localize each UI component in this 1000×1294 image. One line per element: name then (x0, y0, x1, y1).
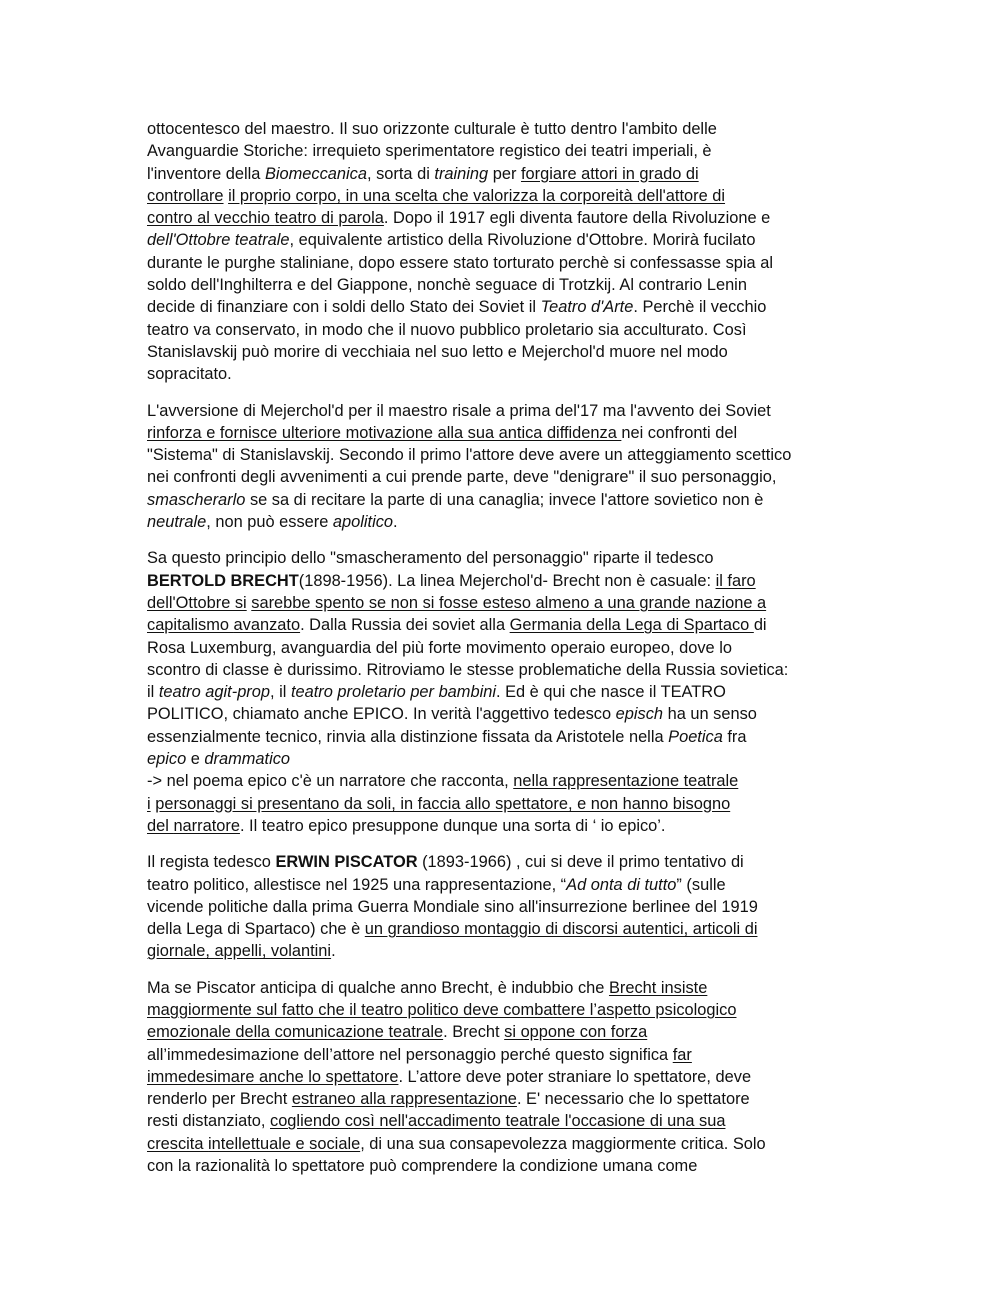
text-run: essenzialmente tecnico, rinvia alla distinzione fissata da Aristotele nella (147, 727, 669, 746)
paragraph-avversione (147, 400, 867, 534)
text-line (147, 1088, 867, 1110)
underlined-text: capitalismo (147, 616, 234, 635)
text-line (147, 274, 867, 296)
text-line (147, 637, 867, 659)
text-line (147, 851, 867, 873)
text-run: nei confronti degli avvenimenti a cui prende parte, deve "denigrare" il suo personaggio, (147, 468, 777, 487)
text-line (147, 163, 867, 185)
paragraph-meyerhold (147, 118, 867, 386)
underlined-text: Germania della Lega di Spartaco (509, 616, 754, 635)
text-run: il (147, 683, 159, 702)
text-line (147, 1155, 867, 1177)
text-line (147, 118, 867, 140)
italic-term: episch (615, 705, 664, 724)
text-line (147, 489, 867, 511)
text-run: L'avversione di Mejerchol'd per il maestro risale a prima del'17 ma l'avvento dei Soviet (147, 401, 771, 420)
underlined-text: forgiare attori in grado di (520, 164, 699, 183)
underlined-text: emozionale della comunicazione teatrale (147, 1023, 444, 1042)
text-run: ” (sulle (676, 875, 726, 894)
underlined-text: avanzato (233, 616, 301, 635)
text-line (147, 977, 867, 999)
text-run: . Il teatro epico presuppone dunque una sorta di ‘ io epico’. (239, 816, 666, 835)
text-line (147, 466, 867, 488)
text-run: se sa di recitare la parte di una canaglia; invece l'attore sovietico non è (245, 490, 764, 509)
text-run: scontro di classe è durissimo. Ritroviamo le stesse problematiche della Russia sovietica: (147, 660, 789, 679)
text-run: decide di finanziare con i soldi dello Stato dei Soviet il (147, 298, 541, 317)
text-line (147, 896, 867, 918)
underlined-text: far (672, 1045, 692, 1064)
text-run: vicende politiche dalla prima Guerra Mondiale sino all'insurrezione berlinee del 1919 (147, 897, 758, 916)
text-run: l'inventore della (147, 164, 265, 183)
paragraph-piscator-brecht (147, 977, 867, 1178)
text-line (147, 319, 867, 341)
text-run: . E' necessario che lo spettatore (516, 1090, 750, 1109)
underlined-text: teatro di parola (274, 209, 384, 228)
paragraph-brecht (147, 547, 867, 837)
text-run: della Lega di Spartaco) che è (147, 920, 365, 939)
text-run: di (753, 616, 767, 635)
text-run: -> nel poema epico c'è un narratore che racconta, (147, 772, 514, 791)
text-line (147, 1021, 867, 1043)
text-run: ottocentesco del maestro. Il suo orizzonte culturale è tutto dentro l'ambito delle (147, 120, 717, 138)
text-line (147, 252, 867, 274)
italic-term: Poetica (668, 727, 723, 746)
text-run: resti distanziato, (147, 1112, 270, 1131)
text-line (147, 1110, 867, 1132)
text-run: . Dopo il 1917 egli diventa fautore della Rivoluzione e (383, 209, 771, 228)
underlined-text: controllare (147, 186, 224, 205)
underlined-text: estraneo alla rappresentazione (291, 1090, 517, 1109)
text-run: "Sistema" di Stanislavskij. Secondo il primo l'attore deve avere un atteggiamento scettico (147, 446, 792, 465)
italic-term: training (434, 164, 489, 183)
underlined-text: giornale, (147, 942, 215, 961)
text-line (147, 726, 867, 748)
text-run: Stanislavskij può morire di vecchiaia nel suo letto e Mejerchol'd muore nel modo (147, 342, 728, 361)
text-line (147, 592, 867, 614)
text-run: POLITICO, chiamato anche EPICO. In verità l'aggettivo tedesco (147, 705, 616, 724)
underlined-text: nella rappresentazione teatrale (513, 772, 739, 791)
text-run: , non può essere (206, 513, 333, 532)
text-run: . Ed è qui che nasce il TEATRO (495, 683, 726, 702)
italic-term: Biomeccanica (264, 164, 367, 183)
text-line (147, 1133, 867, 1155)
underlined-text: rinforza e fornisce ulteriore motivazione alla sua antica diffidenza (147, 423, 622, 442)
text-line (147, 363, 867, 385)
text-line (147, 511, 867, 533)
text-line (147, 140, 867, 162)
text-run: ha un senso (663, 705, 757, 724)
text-line (147, 999, 867, 1021)
underlined-text: appelli, volantini (214, 942, 332, 961)
underlined-text: il faro (715, 571, 756, 590)
text-run: . (331, 942, 336, 961)
text-line (147, 815, 867, 837)
underlined-text: Brecht insiste (608, 978, 708, 997)
underlined-text: un grandioso montaggio di discorsi autentici, articoli di (364, 920, 758, 939)
bold-name: BERTOLD BRECHT (147, 571, 299, 590)
italic-term: drammatico (204, 750, 291, 769)
text-run: e (186, 750, 205, 769)
text-run: . Perchè il vecchio (633, 298, 767, 317)
text-line (147, 793, 867, 815)
text-run: Il regista tedesco (147, 853, 276, 872)
text-run: teatro va conservato, in modo che il nuovo pubblico proletario sia acculturato. Così (147, 320, 747, 339)
italic-term: epico (147, 750, 187, 769)
text-run: . Dalla Russia dei soviet alla (300, 616, 510, 635)
text-line (147, 444, 867, 466)
text-line (147, 770, 867, 792)
text-line (147, 1044, 867, 1066)
italic-term: neutrale (147, 513, 207, 532)
text-line (147, 681, 867, 703)
paragraph-piscator (147, 851, 867, 962)
underlined-text: sarebbe spento se non si fosse esteso almeno a una grande nazione a (251, 593, 767, 612)
text-run: . Brecht (443, 1023, 505, 1042)
text-run: Sa questo principio dello "smascheramento del personaggio" riparte il tedesco (147, 549, 714, 568)
text-run: Avanguardie Storiche: irrequieto sperimentatore registico dei teatri imperiali, è (147, 142, 712, 161)
text-run: , il (270, 683, 291, 702)
text-line (147, 400, 867, 422)
text-run: , di una sua consapevolezza maggiormente critica. Solo (360, 1134, 766, 1153)
text-run: (1893-1966) , cui si deve il primo tentativo di (417, 853, 744, 872)
underlined-text: cogliendo così nell'accadimento teatrale l'occasione di una sua (270, 1112, 726, 1131)
text-line (147, 229, 867, 251)
underlined-text: crescita (147, 1134, 209, 1153)
italic-term: Teatro d'Arte (540, 298, 634, 317)
text-run: soldo dell'Inghilterra e del Giappone, nonchè seguace di Trotzkij. Al contrario Lenin (147, 276, 747, 295)
italic-term: teatro proletario per bambini (290, 683, 496, 702)
italic-term: teatro agit-prop (158, 683, 271, 702)
text-line (147, 207, 867, 229)
text-line (147, 1066, 867, 1088)
text-line (147, 614, 867, 636)
text-line (147, 748, 867, 770)
text-run: durante le purghe staliniane, dopo essere stato torturato perchè si confessasse spia al (147, 253, 773, 272)
text-run: sopracitato. (147, 365, 232, 384)
underlined-text: del (147, 816, 174, 835)
text-run: con la razionalità lo spettatore può comprendere la condizione umana come (147, 1157, 698, 1176)
text-run: , sorta di (366, 164, 435, 183)
text-run: . (393, 513, 398, 532)
underlined-text: il proprio corpo, in una scelta che valorizza la corporeità dell'attore di (228, 186, 726, 205)
text-run: (1898-1956). La linea Mejerchol'd- Brecht non è casuale: (298, 571, 716, 590)
text-line (147, 422, 867, 444)
underlined-text: intellettuale e sociale (208, 1134, 361, 1153)
document-page (147, 118, 867, 1191)
underlined-text: si oppone con forza (504, 1023, 648, 1042)
text-run: Rosa Luxemburg, avanguardia del più forte movimento operaio europeo, dove lo (147, 638, 732, 657)
italic-term: apolitico (332, 513, 394, 532)
text-run: renderlo per Brecht (147, 1090, 292, 1109)
italic-term: Ad onta di tutto (566, 875, 677, 894)
italic-term: dell'Ottobre teatrale (147, 231, 290, 250)
underlined-text: personaggi si presentano da soli, in faccia allo spettatore, e non hanno bisogno (155, 794, 731, 813)
underlined-text: immedesimare anche lo spettatore (147, 1067, 399, 1086)
text-run: Ma se Piscator anticipa di qualche anno Brecht, è indubbio che (147, 978, 609, 997)
text-line (147, 570, 867, 592)
text-line (147, 918, 867, 940)
text-line (147, 296, 867, 318)
text-run: fra (722, 727, 747, 746)
underlined-text: contro al vecchio (147, 209, 275, 228)
underlined-text: maggiormente sul fatto che il teatro politico deve combattere l’aspetto psicologico (147, 1000, 737, 1019)
text-run: per (488, 164, 521, 183)
underlined-text: dell'Ottobre si (147, 593, 247, 612)
text-run: teatro politico, allestisce nel 1925 una rappresentazione, “ (147, 875, 567, 894)
text-line (147, 547, 867, 569)
underlined-text: narratore (173, 816, 240, 835)
underlined-text: i (147, 794, 151, 813)
text-line (147, 659, 867, 681)
text-line (147, 940, 867, 962)
text-line (147, 703, 867, 725)
text-run: nei confronti del (621, 423, 738, 442)
text-line (147, 185, 867, 207)
text-run: , equivalente artistico della Rivoluzione d'Ottobre. Morirà fucilato (289, 231, 756, 250)
text-line (147, 341, 867, 363)
text-run: all’immedesimazione dell’attore nel personaggio perché questo significa (147, 1045, 673, 1064)
text-run: . L’attore deve poter straniare lo spettatore, deve (398, 1067, 752, 1086)
text-line (147, 874, 867, 896)
italic-term: smascherarlo (147, 490, 246, 509)
bold-name: ERWIN PISCATOR (275, 853, 418, 872)
